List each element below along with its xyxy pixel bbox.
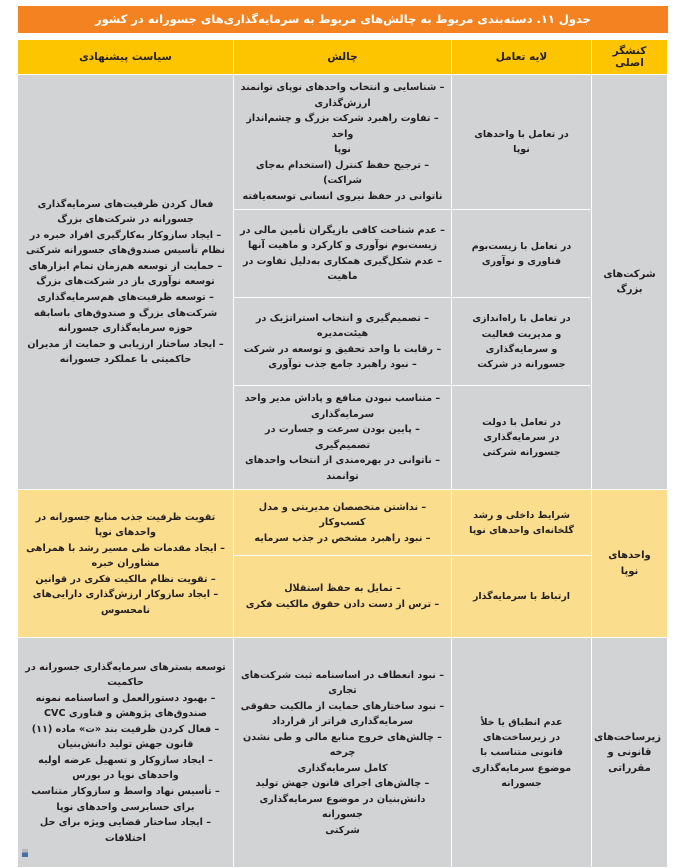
table-row <box>18 75 668 210</box>
interaction-layer-cell: شرایط داخلی و رشد گلخانه‌ای واحدهای نوپا <box>452 490 592 556</box>
interaction-layer-cell: در تعامل با واحدهای نوپا <box>452 75 592 210</box>
policy-cell: تقویت ظرفیت جذب منابع جسورانه در واحدهای نوپا – ایجاد مقدمات طی مسیر رشد با همراهی مشاوران خبره – تقویت نظام مالکیت فکری در قوانین – ایجاد سازوکار ارزش‌گذاری دارایی‌های نامحسوس <box>18 490 234 638</box>
col-header-policy: سیاست پیشنهادی <box>18 40 234 75</box>
table-row <box>18 490 668 556</box>
interaction-layer-cell: عدم انطباق یا خلأ در زیرساخت‌های قانونی متناسب با موضوع سرمایه‌گذاری جسورانه <box>452 638 592 868</box>
challenge-cell: – نداشتن متخصصان مدیریتی و مدل کسب‌وکار – نبود راهبرد مشخص در جذب سرمایه <box>234 490 452 556</box>
challenge-cell: – تصمیم‌گیری و انتخاب استراتژیک در هیئت‌مدیره – رقابت با واحد تحقیق و توسعه در شرکت – نبود راهبرد جامع جذب نوآوری <box>234 298 452 386</box>
challenge-cell: – نبود انعطاف در اساسنامه ثبت شرکت‌های تجاری – نبود ساختارهای حمایت از مالکیت حقوقی سرمایه‌گذاری فراتر از قرارداد – چالش‌های خروج منابع مالی و طی نشدن چرخه کامل سرمایه‌گذاری – چالش‌های اجرای قانون جهش تولید دانش‌بنیان در موضوع سرمایه‌گذاری جسورانه شرکتی <box>234 638 452 868</box>
table-title: جدول ۱۱. دسته‌بندی مربوط به چالش‌های مربوط به سرمایه‌گذاری‌های جسورانه در کشور <box>95 12 591 27</box>
challenges-table <box>17 39 668 868</box>
actor-cell: شرکت‌های بزرگ <box>592 75 668 490</box>
table-row <box>18 638 668 868</box>
challenge-cell: – تمایل به حفظ استقلال – ترس از دست دادن حقوق مالکیت فکری <box>234 556 452 638</box>
challenge-cell: – شناسایی و انتخاب واحدهای نوپای توانمند ارزش‌گذاری – تفاوت راهبرد شرکت بزرگ و چشم‌انداز واحد نوپا – ترجیح حفظ کنترل (استخدام به‌جای شراکت) ناتوانی در حفظ نیروی انسانی توسعه‌یافته <box>234 75 452 210</box>
col-header-challenge: چالش <box>234 40 452 75</box>
interaction-layer-cell: در تعامل با زیست‌بوم فناوری و نوآوری <box>452 210 592 298</box>
page-marker-icon <box>22 849 28 857</box>
policy-cell: فعال کردن ظرفیت‌های سرمایه‌گذاری جسورانه در شرکت‌های بزرگ – ایجاد سازوکار به‌کارگیری افراد خبره در نظام تأسیس صندوق‌های جسورانه شرکتی – حمایت از توسعه هم‌زمان تمام ابزارهای توسعه نوآوری باز در شرکت‌های بزرگ – توسعه ظرفیت‌های هم‌سرمایه‌گذاری شرکت‌های بزرگ و صندوق‌های باسابقه حوزه سرمایه‌گذاری جسورانه – ایجاد ساختار ارزیابی و حمایت از مدیران حاکمیتی با عملکرد جسورانه <box>18 75 234 490</box>
interaction-layer-cell: در تعامل با راه‌اندازی و مدیریت فعالیت و سرمایه‌گذاری جسورانه در شرکت <box>452 298 592 386</box>
col-header-actor: کنشگر اصلی <box>592 40 668 75</box>
col-header-layer: لایه تعامل <box>452 40 592 75</box>
challenge-cell: – متناسب نبودن منافع و پاداش مدیر واحد سرمایه‌گذاری – پایین بودن سرعت و جسارت در تصمیم‌گیری – ناتوانی در بهره‌مندی از انتخاب واحدهای توانمند <box>234 386 452 490</box>
interaction-layer-cell: در تعامل با دولت در سرمایه‌گذاری جسورانه شرکتی <box>452 386 592 490</box>
actor-cell: زیرساخت‌های قانونی و مقرراتی <box>592 638 668 868</box>
challenge-cell: – عدم شناخت کافی بازیگران تأمین مالی در زیست‌بوم نوآوری و کارکرد و ماهیت آنها – عدم شکل‌گیری همکاری به‌دلیل تفاوت در ماهیت <box>234 210 452 298</box>
interaction-layer-cell: ارتباط با سرمایه‌گذار <box>452 556 592 638</box>
table-body <box>18 75 668 868</box>
policy-cell: توسعه بسترهای سرمایه‌گذاری جسورانه در حاکمیت – بهبود دستورالعمل و اساسنامه نمونه صندوق‌های پژوهش و فناوری CVC – فعال کردن ظرفیت بند «ت» ماده (۱۱) قانون جهش تولید دانش‌بنیان – ایجاد سازوکار و تسهیل عرضه اولیه واحدهای نوپا در بورس – تأسیس نهاد واسط و سازوکار متناسب برای حسابرسی واحدهای نوپا – ایجاد ساختار قضایی ویژه برای حل اختلافات <box>18 638 234 868</box>
actor-cell: واحدهای نوپا <box>592 490 668 638</box>
table-header-row <box>18 40 668 75</box>
table-title-bar <box>18 6 668 33</box>
